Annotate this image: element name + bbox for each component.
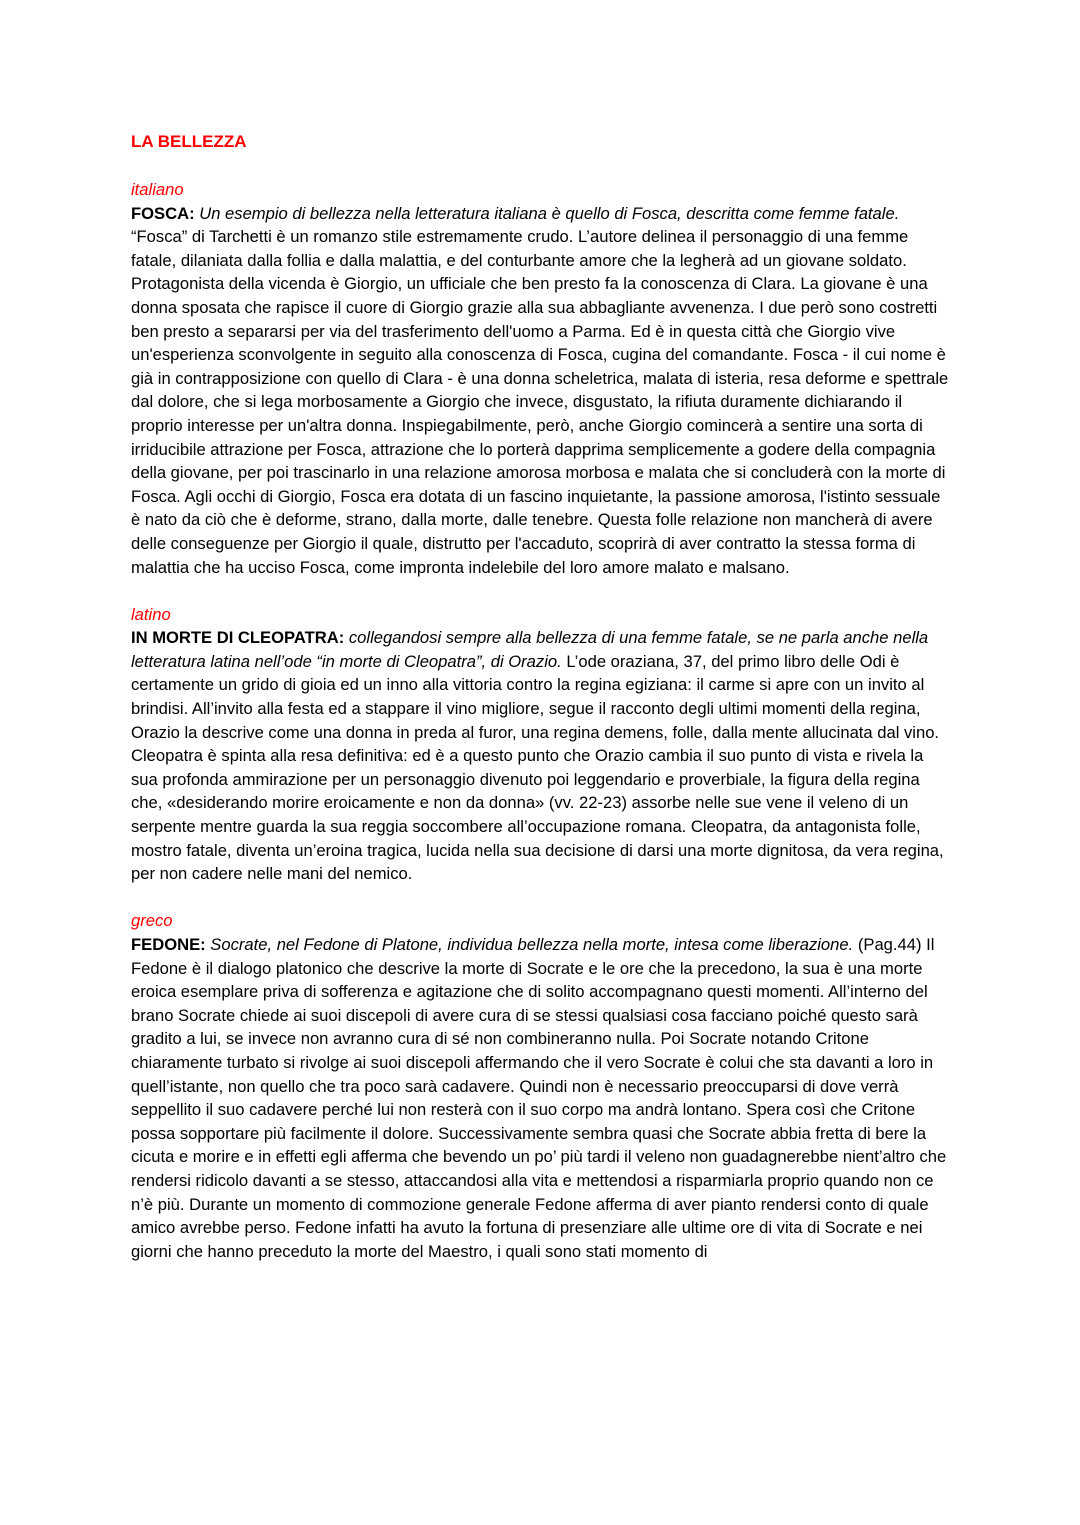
section-language-label: latino — [131, 604, 171, 624]
section-body: “Fosca” di Tarchetti è un romanzo stile estremamente crudo. L’autore delinea il personaggio di una femme fatale, dilaniata dalla follia e dalla malattia, e del conturbante amore che la legherà ad un giovane soldato. Protagonista della vicenda è Giorgio, un ufficiale che ben presto fa la conoscenza di Clara. La giovane è una donna sposata che rapisce il cuore di Giorgio grazie alla sua abbagliante avvenenza. I due però sono costretti ben presto a separarsi per via del trasferimento dell'uomo a Parma. Ed è in questa città che Giorgio vive un'esperienza sconvolgente in seguito alla conoscenza di Fosca, cugina del comandante. Fosca - il cui nome è già in contrapposizione con quello di Clara - è una donna scheletrica, malata di isteria, resa deforme e spettrale dal dolore, che si lega morbosamente a Giorgio che invece, disgustato, la rifiuta duramente dichiarando il proprio interesse per un'altra donna. Inspiegabilmente, però, anche Giorgio comincerà a sentire una sorta di irriducibile attrazione per Fosca, attrazione che lo porterà dapprima semplicemente a godere della compagnia della giovane, per poi trascinarlo in una relazione amorosa morbosa e malata che si concluderà con la morte di Fosca. Agli occhi di Giorgio, Fosca era dotata di un fascino inquietante, la passione amorosa, l'istinto sessuale è nato da ciò che è deforme, strano, dalla morte, dalle tenebre. Questa folle relazione non mancherà di avere delle conseguenze per Giorgio il quale, distrutto per l'accaduto, scoprirà di aver contratto la stessa forma di malattia che ha ucciso Fosca, come impronta indelebile del loro amore malato e malsano. — [131, 227, 949, 577]
section-intro: Socrate, nel Fedone di Platone, individua bellezza nella morte, intesa come liberazione. — [210, 935, 854, 954]
section-paragraph — [131, 626, 953, 886]
section-italiano — [131, 178, 953, 579]
section-heading: IN MORTE DI CLEOPATRA: — [131, 628, 345, 648]
title-spacer — [131, 155, 953, 178]
section-paragraph — [131, 202, 953, 580]
section-body: (Pag.44) Il Fedone è il dialogo platonico che descrive la morte di Socrate e le ore che la precedono, la sua è una morte eroica esemplare priva di sofferenza e agitazione che di solito accompagnano questi momenti. All’interno del brano Socrate chiede ai suoi discepoli di avere cura di se stessi qualsiasi cosa facciano poiché questo sarà gradito a lui, se invece non avranno cura di sé non combineranno nulla. Poi Socrate notando Critone chiaramente turbato si rivolge ai suoi discepoli affermando che il vero Socrate è colui che sta davanti a loro in quell’istante, non quello che tra poco sarà cadavere. Quindi non è necessario preoccuparsi di dove verrà seppellito il suo cadavere perché lui non resterà con il suo corpo ma andrà lontano. Spera così che Critone possa sopportare più facilmente il dolore. Successivamente sembra quasi che Socrate abbia fretta di bere la cicuta e morire e in effetti egli afferma che bevendo un po’ più tardi il veleno non guadagnerebbe nient’altro che rendersi ridicolo davanti a se stesso, attaccandosi alla vita e mettendosi a risparmiarla proprio quando non ce n’è più. Durante un momento di commozione generale Fedone afferma di aver pianto rendersi conto di quale amico avrebbe perso. Fedone infatti ha avuto la fortuna di presenziare alle ultime ore di vita di Socrate e nei giorni che hanno preceduto la morte del Maestro, i quali sono stati momento di — [131, 935, 947, 1261]
section-language-label: italiano — [131, 180, 184, 199]
section-body: L’ode oraziana, 37, del primo libro delle Odi è certamente un grido di gioia ed un inno alla vittoria contro la regina egiziana: il carme si apre con un invito al brindisi. All’invito alla festa ed a stappare il vino migliore, segue il racconto degli ultimi momenti della regina, Orazio la descrive come una donna in preda al furor, una regina demens, folle, dalla mente allucinata dal vino. Cleopatra è spinta alla resa definitiva: ed è a questo punto che Orazio cambia il suo punto di vista e rivela la sua profonda ammirazione per un personaggio divenuto poi leggendario e proverbiale, la figura della regina che, «desiderando morire eroicamente e non da donna» (vv. 22-23) assorbe nelle sue vene il veleno di un serpente mentre guarda la sua reggia soccombere all’occupazione romana. Cleopatra, da antagonista folle, mostro fatale, diventa un’eroina tragica, lucida nella sua decisione di darsi una morte dignitosa, da vera regina, per non cadere nelle mani del nemico. — [131, 651, 944, 884]
section-intro: collegandosi sempre alla bellezza di una femme fatale, se ne parla anche nella letteratura latina nell’ode “in morte di Cleopatra”, di Orazio. — [131, 628, 929, 671]
section-language-label: greco — [131, 911, 173, 931]
section-latino — [131, 603, 953, 886]
section-paragraph — [131, 933, 953, 1263]
section-heading: FEDONE: — [131, 935, 206, 954]
document-page — [131, 128, 953, 1263]
section-greco — [131, 909, 953, 1263]
document-title: LA BELLEZZA — [131, 132, 247, 151]
section-heading: FOSCA: — [131, 203, 195, 223]
section-intro: Un esempio di bellezza nella letteratura italiana è quello di Fosca, descritta come femme fatale. — [199, 203, 900, 223]
